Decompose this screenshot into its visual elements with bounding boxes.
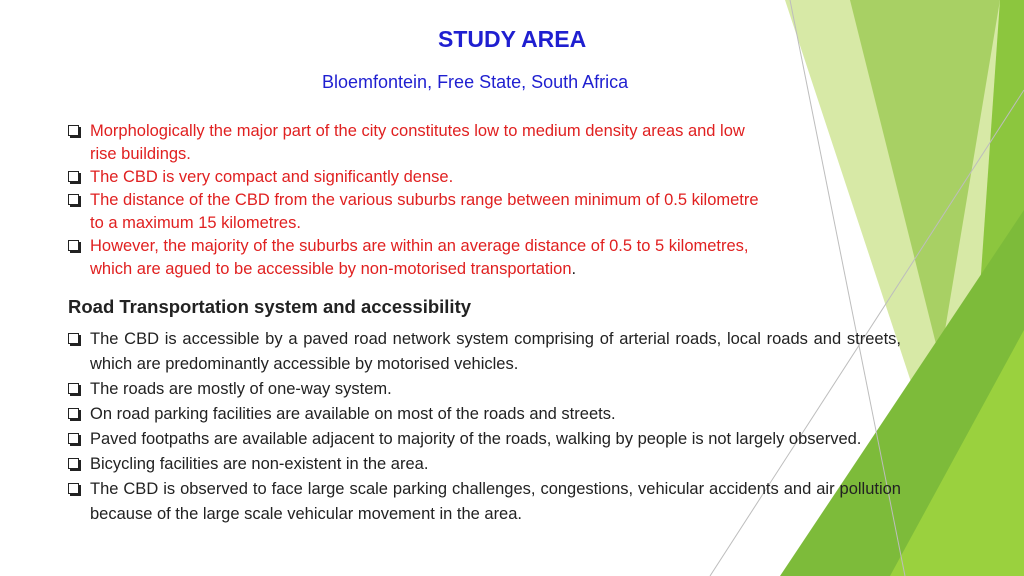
list-item: [68, 427, 901, 452]
road-point-text: On road parking facilities are available on most of the roads and streets.: [90, 405, 616, 423]
morphology-bullet-list: [68, 120, 768, 281]
road-point-text: The CBD is accessible by a paved road network system comprising of arterial roads, local roads and streets, which are predominantly accessible by motorised vehicles.: [90, 330, 901, 373]
list-item: [68, 120, 768, 166]
sentence-period: .: [571, 260, 577, 278]
list-item: [68, 166, 768, 189]
hollow-square-bullet-icon: [68, 171, 79, 182]
list-item: [68, 189, 768, 235]
list-item: [68, 402, 901, 427]
slide-title: STUDY AREA: [438, 26, 587, 52]
road-point-text: The roads are mostly of one-way system.: [90, 380, 392, 398]
hollow-square-bullet-icon: [68, 240, 79, 251]
list-item: [68, 327, 901, 377]
list-item: [68, 452, 901, 477]
hollow-square-bullet-icon: [68, 433, 79, 444]
list-item: [68, 377, 901, 402]
hollow-square-bullet-icon: [68, 383, 79, 394]
slide-subtitle: Bloemfontein, Free State, South Africa: [322, 72, 629, 92]
hollow-square-bullet-icon: [68, 483, 79, 494]
road-transport-bullet-list: [68, 327, 901, 527]
road-point-text: The CBD is observed to face large scale parking challenges, congestions, vehicular accidents and air pollution because of the large scale vehicular movement in the area.: [90, 480, 901, 523]
hollow-square-bullet-icon: [68, 194, 79, 205]
morphology-point-text: However, the majority of the suburbs are within an average distance of 0.5 to 5 kilometres, which are agued to be accessible by non-motorised transportation: [90, 237, 749, 278]
morphology-point-text: Morphologically the major part of the city constitutes low to medium density areas and low rise buildings.: [90, 122, 745, 163]
list-item: [68, 477, 901, 527]
list-item: [68, 235, 768, 281]
road-point-text: Bicycling facilities are non-existent in the area.: [90, 455, 429, 473]
hollow-square-bullet-icon: [68, 125, 79, 136]
hollow-square-bullet-icon: [68, 458, 79, 469]
hollow-square-bullet-icon: [68, 408, 79, 419]
morphology-point-text: The distance of the CBD from the various suburbs range between minimum of 0.5 kilometre to a maximum 15 kilometres.: [90, 191, 759, 232]
road-transport-heading: Road Transportation system and accessibility: [68, 296, 472, 317]
road-point-text: Paved footpaths are available adjacent to majority of the roads, walking by people is not largely observed.: [90, 430, 862, 448]
morphology-point-text: The CBD is very compact and significantly dense.: [90, 168, 454, 186]
hollow-square-bullet-icon: [68, 333, 79, 344]
